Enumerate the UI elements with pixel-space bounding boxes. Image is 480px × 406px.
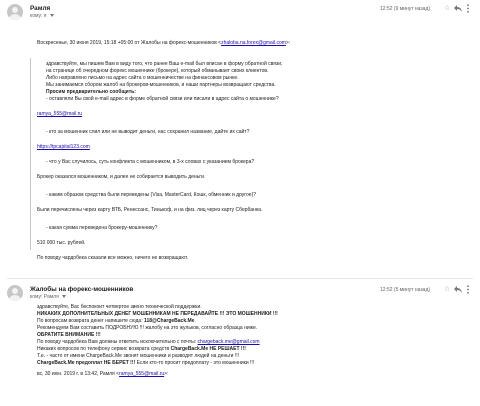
quote-bar [30, 58, 31, 250]
email-link[interactable]: ramya_555@mail.ru [37, 111, 83, 117]
body-line: По поводу чардобека Вам должны ответить исключительно с почты: chargeback.me@gmail.com [37, 339, 260, 345]
recipient-line[interactable] [30, 13, 54, 19]
message-time: 12:52 (5 минут назад) [380, 287, 431, 293]
recipient-text: кому: я [30, 13, 47, 19]
body-line: Брокер оказался мошенником, и далее не собирается выводить деньги. [37, 174, 206, 180]
body-line: Были перечислены через карту ВТБ, Ренессанс, Тинькоф, и на физ. лиц через карту Сбербанка. [37, 207, 263, 213]
body-line: Либо направлено письмо на адрес сайта о мошенничестве на финансовом рынке. [46, 75, 239, 81]
body-line: на странице об очередном форекс мошеннике (брокере), который обманывает своих клиентов. [46, 68, 269, 74]
body-line: Никаких вопросов по телефону сервис возврата средств ChargeBack.Me НЕ РЕШАЕТ !!! [37, 346, 246, 352]
quote-header: вс, 30 июн. 2019 г. в 13:42, Рамля <ramya_555@mail.ru>: [37, 371, 169, 377]
body-line-bold: Просим предварительно сообщить: [46, 89, 136, 95]
message-divider [7, 278, 473, 279]
star-icon[interactable]: ☆ [444, 5, 451, 12]
sender-avatar[interactable] [7, 4, 23, 20]
body-line: - кто за мошенник слил или не выводит деньги, нас сохранил название, дайте их сайт? [46, 129, 250, 135]
body-line: - что у Вас случилось, суть конфликта с мошенником, в 3-х словах с указанием брокера? [46, 159, 255, 165]
body-line: ChargeBack.Me предоплат НЕ БЕРЕТ !!! Если кто-то просит предоплату - это мошенники !!! [37, 360, 255, 366]
body-line: Рекомендуем Вам составить ПОДРОБНУЮ !!! жалобу на это жульков, согласно образца ниже. [37, 325, 258, 331]
recipient-line[interactable] [30, 294, 66, 300]
body-line: Мы занимаемся сбором жалоб на брокеров-мошенников, и наши партнеры возвращают средства. [46, 82, 276, 88]
sender-avatar[interactable] [7, 285, 23, 301]
more-options-icon[interactable] [466, 285, 470, 293]
message-time: 12:52 (9 минут назад) [380, 6, 431, 12]
body-line: здравствуйте, Вас беспокоит четвертое звено технической поддержки. [37, 304, 202, 310]
sender-name[interactable]: Рамля [30, 5, 51, 12]
body-line: По вопросам возврата денег напишите сюда: 118@ChargeBack.Me [37, 318, 195, 324]
body-line: - какая сумма переведена брокеру-мошеннику? [46, 225, 158, 231]
star-icon[interactable]: ☆ [444, 286, 451, 293]
site-link[interactable]: https://tpcapital123.com [37, 144, 90, 150]
more-options-icon[interactable] [466, 4, 470, 12]
sender-email-link[interactable]: zhaloba.na.forex@gmail.com [221, 40, 286, 46]
body-line: - оставляли Вы свой e-mail адрес в форме обратной связи или писали в адрес сайта о мошеннике? [46, 96, 279, 102]
reply-icon[interactable] [454, 5, 462, 12]
chargeback-email-link[interactable]: chargeback.me@gmail.com [197, 339, 260, 345]
body-line: - каким образом средства были переведены (Visa, MasterCard, Кошк, обменник и другое)? [46, 192, 257, 198]
sender-email-link[interactable]: ramya_555@mail.ru [119, 371, 165, 377]
site-link-line [37, 144, 90, 150]
email-link-line [37, 111, 82, 117]
chevron-down-icon[interactable] [62, 295, 66, 298]
attention-line: ОБРАТИТЕ ВНИМАНИЕ !!! [37, 332, 101, 338]
body-line: Т.е. - часто от имени ChargeBack.Me звонят мошенники и разводят людей на деньги !!! [37, 353, 240, 359]
quote-header: Воскресенье, 30 июня 2019, 15:18 +05:00 от Жалобы на форекс-мошенников <zhaloba.na.forex@gmail.com>: [37, 40, 291, 46]
chevron-down-icon[interactable] [50, 14, 54, 17]
reply-icon[interactable] [454, 286, 462, 293]
body-line: здравствуйте, мы пишем Вам в виду того, что ранее Ваш e-mail был вписан в форму обратной связи, [46, 61, 283, 67]
contact-email: 118@ChargeBack.Me [143, 318, 195, 324]
body-line: По поводу чардобека сказали все можно, ничего не возвращают. [37, 255, 189, 261]
warning-line: НИКАКИХ ДОПОЛНИТЕЛЬНЫХ ДЕНЕГ МОШЕННИКАМ НЕ ПЕРЕДАВАЙТЕ !!! ЭТО МОШЕННИКИ !!! [37, 311, 278, 317]
sender-name[interactable]: Жалобы на форекс-мошенников [30, 286, 134, 293]
body-line: 510 000 тыс. рублей. [37, 240, 86, 246]
recipient-text: кому: Рамля [30, 294, 59, 300]
